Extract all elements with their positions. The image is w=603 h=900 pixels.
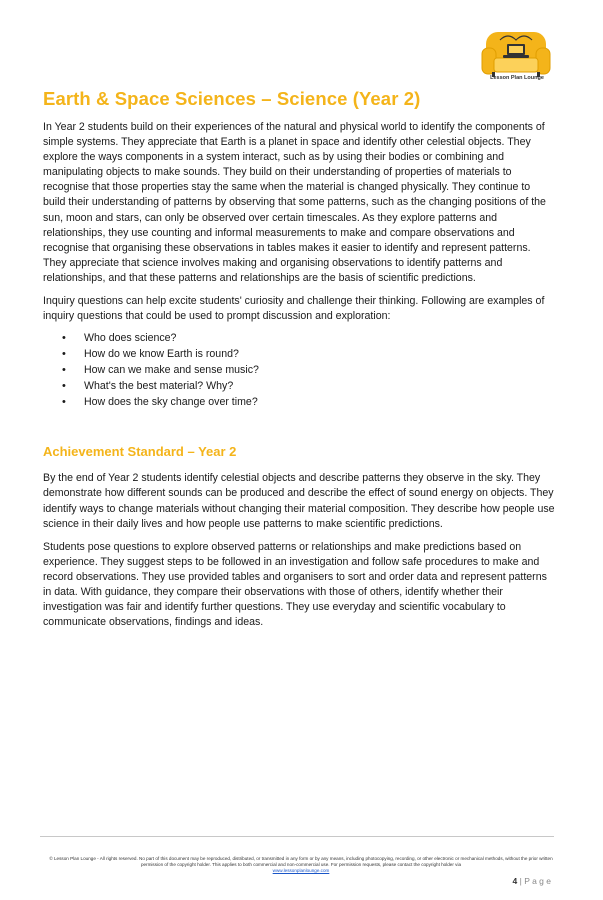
page-number-value: 4	[512, 876, 518, 886]
achievement-paragraph-1: By the end of Year 2 students identify celestial objects and describe patterns they observe in the sky. They demonstrate how different sounds can be produced and describe the effect of sound energy on objects. They identify ways to change materials without changing their material composition. They describe how people use science in their daily lives and how people use patterns to make scientific predictions.	[43, 472, 555, 530]
list-item: • How do we know Earth is round?	[43, 346, 555, 362]
achievement-heading: Achievement Standard – Year 2	[43, 444, 237, 460]
footer-copyright	[48, 856, 554, 875]
list-item: • Who does science?	[43, 330, 555, 346]
list-item: • How does the sky change over time?	[43, 394, 555, 410]
intro-paragraph: In Year 2 students build on their experiences of the natural and physical world to identify the components of simple systems. They appreciate that Earth is a planet in space and identify other celestial objects. They explore the ways components in a system interact, such as by using their bodies or combining and manipulating objects to make sounds. They build on their understanding of properties of materials to recognise that those properties stay the same when the material is changed physically. They continue to build their understanding of patterns by observing that some patterns, such as the changing positions of the sun, moon and stars, can only be observed over certain timescales. As they explore patterns and relationships, they use counting and informal measurements to make and compare observations and recognise that organising these observations in tables makes it easier to identify and represent patterns. They appreciate that science involves making and organising observations to identify patterns and relationships, and that these patterns and relationships are the basis of scientific predictions.	[43, 121, 546, 284]
logo-caption: Lesson Plan Lounge	[490, 75, 544, 81]
list-item: • How can we make and sense music?	[43, 362, 555, 378]
achievement-paragraph-2: Students pose questions to explore observed patterns or relationships and make predictions based on experience. They suggest steps to be followed in an investigation and follow safe procedures to make and record observations. They use provided tables and organisers to sort and order data and represent patterns in data. With guidance, they compare their observations with those of others, identify whether their investigation was fair and identify further questions. They use everyday and scientific vocabulary to communicate observations, findings and ideas.	[43, 540, 547, 629]
page-title: Earth & Space Sciences – Science (Year 2)	[43, 88, 421, 109]
inquiry-questions-list	[43, 330, 555, 410]
list-item: • What's the best material? Why?	[43, 378, 555, 394]
website-link[interactable]: www.lessonplanlounge.com	[272, 868, 330, 874]
inquiry-intro-paragraph: Inquiry questions can help excite students' curiosity and challenge their thinking. Following are examples of inquiry questions that could be used to prompt discussion and exploration:	[43, 295, 545, 323]
copyright-text: © Lesson Plan Lounge - All rights reserved. No part of this document may be reproduced, distributed, or transmitted in any form or by any means, including photocopying, recording, or other electronic or mechanical methods, without the prior written permission of the copyright holder. This applies to both commercial and non-commercial use. For permission requests, please contact the copyright holder via	[49, 856, 553, 868]
page-number: 4 | P a g e	[512, 876, 551, 886]
footer-divider	[40, 836, 554, 837]
page-label: P a g e	[524, 876, 551, 886]
document-body	[43, 120, 555, 638]
